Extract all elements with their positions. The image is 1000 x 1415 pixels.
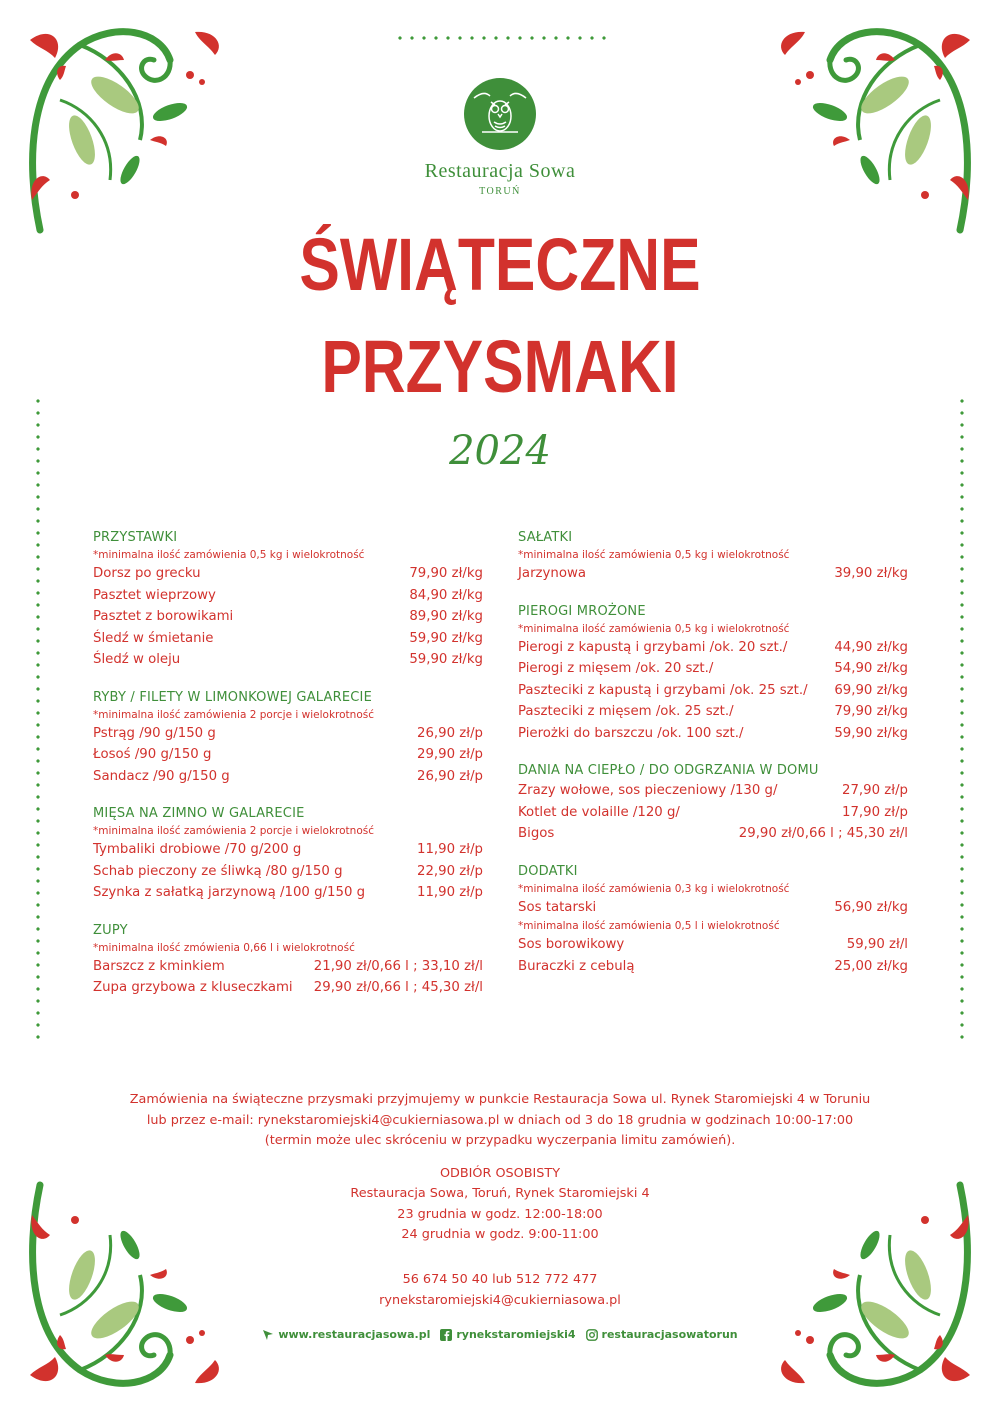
section-title: PIEROGI MROŻONE [518, 603, 646, 619]
page-title-line2: PRZYSMAKI [321, 325, 679, 408]
dotted-border-right [960, 395, 964, 1043]
menu-item-price: 22,90 zł/p [417, 863, 483, 879]
menu-item [518, 723, 908, 745]
menu-item-price: 54,90 zł/kg [834, 661, 908, 676]
cursor-icon [262, 1329, 274, 1341]
menu-item-price: 89,90 zł/kg [409, 609, 483, 624]
dotted-border-top [394, 36, 606, 40]
menu-item-name: Pierogi z kapustą i grzybami /ok. 20 szt./ [518, 639, 788, 655]
menu-item-price: 21,90 zł/0,66 l ; 33,10 zł/l [313, 958, 483, 974]
order-minimum-note: *minimalna ilość zamówienia 2 porcje i wielokrotność [93, 708, 374, 721]
section-title: SAŁATKI [518, 530, 573, 545]
menu-item [518, 637, 908, 659]
pickup-address: Restauracja Sowa, Toruń, Rynek Staromiejski 4 [350, 1186, 650, 1201]
menu-item-name: Łosoś /90 g/150 g [93, 747, 212, 762]
website-text: www.restauracjasowa.pl [278, 1328, 431, 1341]
menu-section [93, 688, 483, 788]
restaurant-logo [0, 78, 1000, 197]
instagram-icon [586, 1329, 598, 1341]
order-minimum-note: *minimalna ilość zamówienia 0,5 l i wielokrotność [518, 920, 780, 932]
menu-item-price: 29,90 zł/0,66 l ; 45,30 zł/l [738, 826, 908, 841]
menu-item [518, 897, 908, 919]
order-minimum-note: *minimalna ilość zamówienia 0,5 kg i wielokrotność [518, 549, 790, 561]
section-title: DODATKI [518, 863, 578, 879]
order-info [0, 1090, 1000, 1152]
menu-section [518, 602, 908, 745]
menu-item-price: 25,00 zł/kg [834, 958, 908, 974]
section-title: ZUPY [93, 922, 128, 938]
menu-section [93, 804, 483, 904]
menu-item-name: Pasztet wieprzowy [93, 587, 216, 603]
menu-section [518, 528, 908, 585]
menu-section [518, 862, 908, 978]
menu-item-name: Szynka z sałatką jarzynową /100 g/150 g [93, 885, 366, 900]
menu-item-price: 59,90 zł/kg [409, 652, 483, 667]
menu-item [93, 839, 483, 861]
order-info-line1: Zamówienia na świąteczne przysmaki przyjmujemy w punkcie Restauracja Sowa ul. Rynek Staromiejski 4 w Toruniu [129, 1092, 871, 1107]
menu-item [518, 934, 908, 956]
menu-item-price: 29,90 zł/p [417, 747, 483, 762]
menu-item-name: Zupa grzybowa z kluseczkami [93, 980, 293, 995]
menu-item-name: Buraczki z cebulą [518, 958, 635, 974]
menu-item-name: Schab pieczony ze śliwką /80 g/150 g [93, 863, 343, 879]
owl-logo-icon [464, 78, 536, 150]
menu-item-name: Paszteciki z kapustą i grzybami /ok. 25 szt./ [518, 682, 808, 698]
menu-item [93, 861, 483, 883]
menu-item [518, 701, 908, 723]
menu-item [518, 658, 908, 680]
menu-item-name: Pstrąg /90 g/150 g [93, 725, 216, 741]
facebook-icon [440, 1329, 452, 1341]
menu-section [518, 761, 908, 845]
website-link[interactable] [262, 1328, 430, 1341]
menu-item-price: 79,90 zł/kg [834, 704, 908, 719]
menu-item-price: 17,90 zł/p [842, 804, 908, 820]
order-minimum-note: *minimalna ilość zamówienia 0,3 kg i wielokrotność [518, 882, 790, 895]
menu-item-name: Zrazy wołowe, sos pieczeniowy /130 g/ [518, 783, 778, 798]
menu-item [518, 802, 908, 824]
menu-item-price: 69,90 zł/kg [834, 682, 908, 698]
menu-item-name: Sos tatarski [518, 899, 597, 915]
instagram-link[interactable] [586, 1328, 738, 1341]
menu-item-name: Śledź w oleju [93, 652, 181, 667]
menu-item [93, 649, 483, 671]
facebook-link[interactable] [440, 1328, 575, 1341]
menu-section [93, 921, 483, 999]
menu-item-name: Bigos [518, 826, 555, 841]
menu-item [93, 956, 483, 978]
instagram-text: restauracjasowatorun [601, 1328, 738, 1341]
menu-item-name: Sos borowikowy [518, 937, 625, 952]
menu-item-price: 11,90 zł/p [417, 885, 483, 900]
menu-section [93, 528, 483, 671]
menu-item-price: 11,90 zł/p [417, 842, 483, 857]
section-title: PRZYSTAWKI [93, 530, 178, 545]
section-title: DANIA NA CIEPŁO / DO ODGRZANIA W DOMU [518, 763, 819, 778]
order-info-line2: lub przez e-mail: rynekstaromiejski4@cukierniasowa.pl w dniach od 3 do 18 grudnia w godzinach 10:00-17:00 [146, 1112, 854, 1128]
menu-item-name: Sandacz /90 g/150 g [93, 768, 230, 784]
menu-item-name: Dorsz po grecku [93, 566, 201, 581]
menu-item-price: 84,90 zł/kg [409, 587, 483, 603]
dotted-border-left [36, 395, 40, 1043]
menu-column-right [518, 528, 908, 994]
pickup-info [0, 1184, 1000, 1246]
menu-item-price: 59,90 zł/kg [834, 725, 908, 741]
menu-item [93, 563, 483, 585]
brand-city: TORUŃ [479, 186, 521, 197]
menu-item [93, 744, 483, 766]
pickup-title: ODBIÓR OSOBISTY [439, 1166, 561, 1181]
social-links [0, 1328, 1000, 1341]
menu-item [518, 780, 908, 802]
menu-item-price: 59,90 zł/kg [409, 630, 483, 646]
menu-item-price: 39,90 zł/kg [834, 566, 908, 581]
menu-item-price: 29,90 zł/0,66 l ; 45,30 zł/l [313, 980, 483, 995]
menu-item [518, 680, 908, 702]
menu-item-price: 79,90 zł/kg [409, 566, 483, 581]
menu-item-name: Pierożki do barszczu /ok. 100 szt./ [518, 725, 744, 741]
menu-item [518, 823, 908, 845]
menu-item-name: Paszteciki z mięsem /ok. 25 szt./ [518, 704, 734, 719]
menu-item-name: Pierogi z mięsem /ok. 20 szt./ [518, 661, 714, 676]
menu-item [93, 585, 483, 607]
pickup-date-2: 24 grudnia w godz. 9:00-11:00 [401, 1227, 599, 1242]
contact-email[interactable]: rynekstaromiejski4@cukierniasowa.pl [379, 1292, 621, 1308]
menu-item-name: Pasztet z borowikami [93, 609, 234, 624]
section-title: MIĘSA NA ZIMNO W GALARECIE [93, 806, 305, 821]
menu-item-name: Jarzynowa [518, 566, 586, 581]
menu-item [93, 628, 483, 650]
menu-item-name: Śledź w śmietanie [93, 630, 214, 646]
menu-item [518, 563, 908, 585]
contact-info [0, 1270, 1000, 1311]
menu-item-price: 26,90 zł/p [417, 768, 483, 784]
order-minimum-note: *minimalna ilość zamówienia 2 porcje i wielokrotność [93, 825, 374, 837]
menu-item [93, 977, 483, 999]
menu-item [93, 766, 483, 788]
menu-item [93, 723, 483, 745]
menu-item [518, 956, 908, 978]
menu-item-price: 56,90 zł/kg [834, 899, 908, 915]
order-info-line3: (termin może ulec skróceniu w przypadku wyczerpania limitu zamówień). [264, 1133, 736, 1148]
page-title-line1: ŚWIĄTECZNE [299, 223, 701, 306]
menu-column-left [93, 528, 483, 1016]
menu-item-price: 59,90 zł/l [846, 937, 908, 952]
facebook-text: rynekstaromiejski4 [456, 1328, 576, 1341]
menu-item-name: Tymbaliki drobiowe /70 g/200 g [93, 842, 302, 857]
order-minimum-note: *minimalna ilość zmówienia 0,66 l i wielokrotność [93, 941, 355, 954]
page-year: 2024 [449, 428, 551, 474]
menu-item-price: 26,90 zł/p [417, 725, 483, 741]
order-minimum-note: *minimalna ilość zamówienia 0,5 kg i wielokrotność [93, 549, 365, 561]
menu-item [93, 882, 483, 904]
pickup-date-1: 23 grudnia w godz. 12:00-18:00 [397, 1206, 603, 1222]
brand-name: Restauracja Sowa [424, 160, 576, 182]
menu-item-price: 44,90 zł/kg [834, 639, 908, 655]
phone-numbers: 56 674 50 40 lub 512 772 477 [402, 1272, 598, 1287]
menu-item [93, 606, 483, 628]
menu-item-name: Barszcz z kminkiem [93, 958, 225, 974]
section-title: RYBY / FILETY W LIMONKOWEJ GALARECIE [93, 689, 373, 705]
menu-item-price: 27,90 zł/p [842, 783, 908, 798]
order-minimum-note: *minimalna ilość zamówienia 0,5 kg i wielokrotność [518, 622, 790, 635]
menu-item-name: Kotlet de volaille /120 g/ [518, 804, 680, 820]
